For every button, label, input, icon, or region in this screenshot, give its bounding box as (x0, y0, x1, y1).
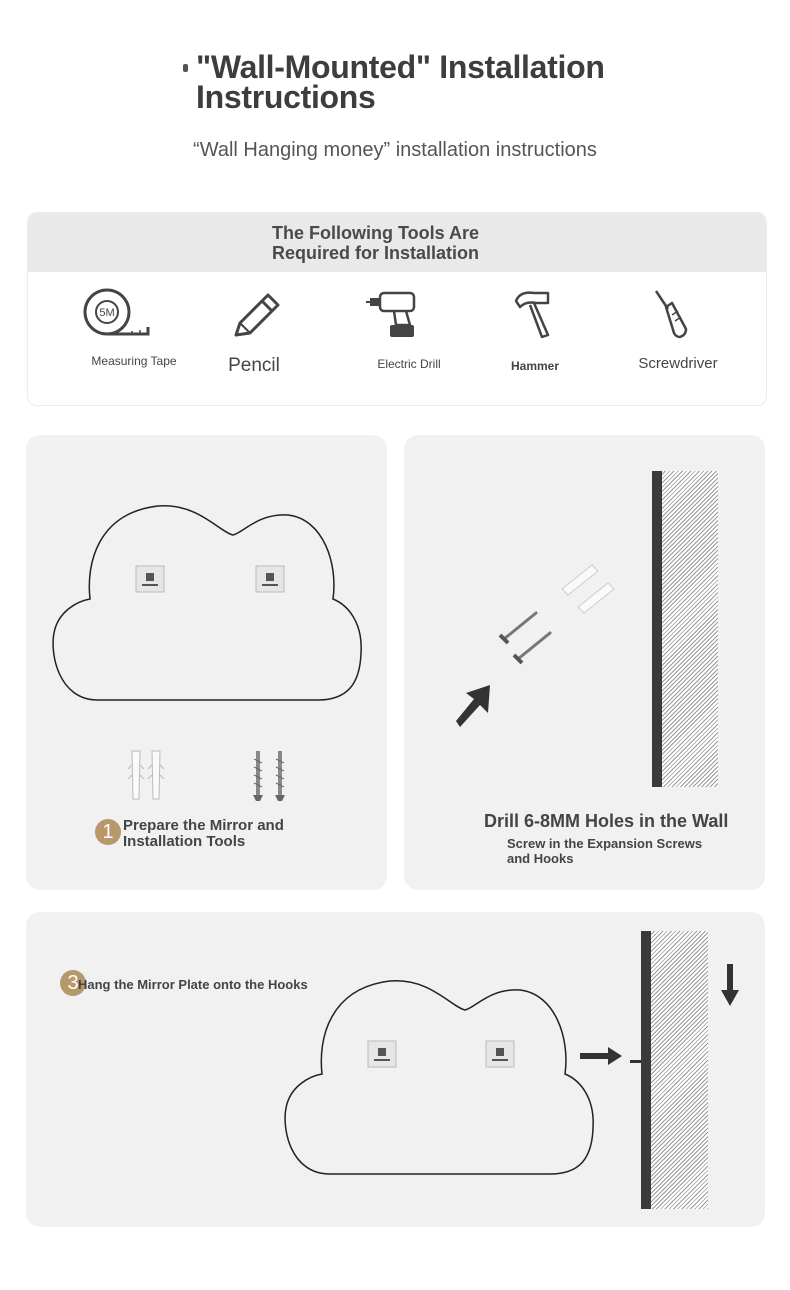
tool-label-electric-drill: Electric Drill (377, 357, 441, 371)
tool-label-measuring-tape: Measuring Tape (91, 354, 177, 368)
step2-text-line1: Screw in the Expansion Screws (507, 836, 703, 851)
page-title (196, 49, 605, 115)
hammer-icon (510, 287, 558, 341)
measuring-tape-icon-text: 5M (99, 307, 115, 319)
cloud-mirror-hanging-illustration (280, 978, 596, 1178)
tool-label-screwdriver: Screwdriver (638, 355, 718, 372)
page-title-line1: "Wall-Mounted" Installation (196, 49, 605, 85)
down-arrow-icon (720, 964, 740, 1008)
tools-section (27, 212, 767, 406)
right-arrow-icon (580, 1046, 624, 1066)
step1-text (123, 818, 353, 850)
hang-bracket-left (368, 1041, 396, 1067)
measuring-tape-icon (82, 287, 152, 339)
title-bullet (183, 64, 188, 72)
step2-title: Drill 6-8MM Holes in the Wall (484, 811, 729, 831)
step3-number: 3 (60, 970, 86, 996)
step1-number: 1 (95, 819, 121, 845)
direction-arrow-icon (452, 681, 496, 729)
wall-surface (652, 471, 662, 787)
wall-hatch (662, 471, 718, 787)
page-subtitle: “Wall Hanging money” installation instructions (193, 139, 597, 161)
mount-bracket-left (136, 566, 164, 592)
step3-panel (26, 912, 765, 1227)
wall-surface-side (641, 931, 651, 1209)
step1-text-line1: Prepare the Mirror and (123, 817, 284, 834)
step2-text (507, 836, 702, 866)
tools-heading (28, 223, 723, 263)
wall-hatch-side (651, 931, 708, 1209)
mount-bracket-right (256, 566, 284, 592)
step1-panel (26, 435, 387, 890)
pencil-icon (228, 287, 288, 343)
screwdriver-icon (650, 289, 690, 341)
tools-header (28, 213, 766, 272)
tools-heading-line2: Required for Installation (271, 243, 480, 263)
hang-bracket-right (486, 1041, 514, 1067)
step2-panel (404, 435, 765, 890)
step3-text: Hang the Mirror Plate onto the Hooks (78, 977, 308, 992)
screw-and-anchor-illustration (494, 555, 624, 665)
tool-label-hammer: Hammer (510, 359, 560, 373)
step2-text-line2: and Hooks (507, 851, 574, 866)
expansion-anchor-icon (126, 749, 170, 801)
tools-heading-line1: The Following Tools Are (272, 223, 479, 243)
cloud-mirror-illustration (48, 503, 368, 703)
electric-drill-icon (366, 289, 422, 341)
step1-text-line2: Installation Tools (123, 833, 246, 850)
tool-label-pencil: Pencil (228, 355, 280, 376)
screws-icon (250, 749, 290, 803)
page-title-line2: Instructions (196, 79, 376, 115)
